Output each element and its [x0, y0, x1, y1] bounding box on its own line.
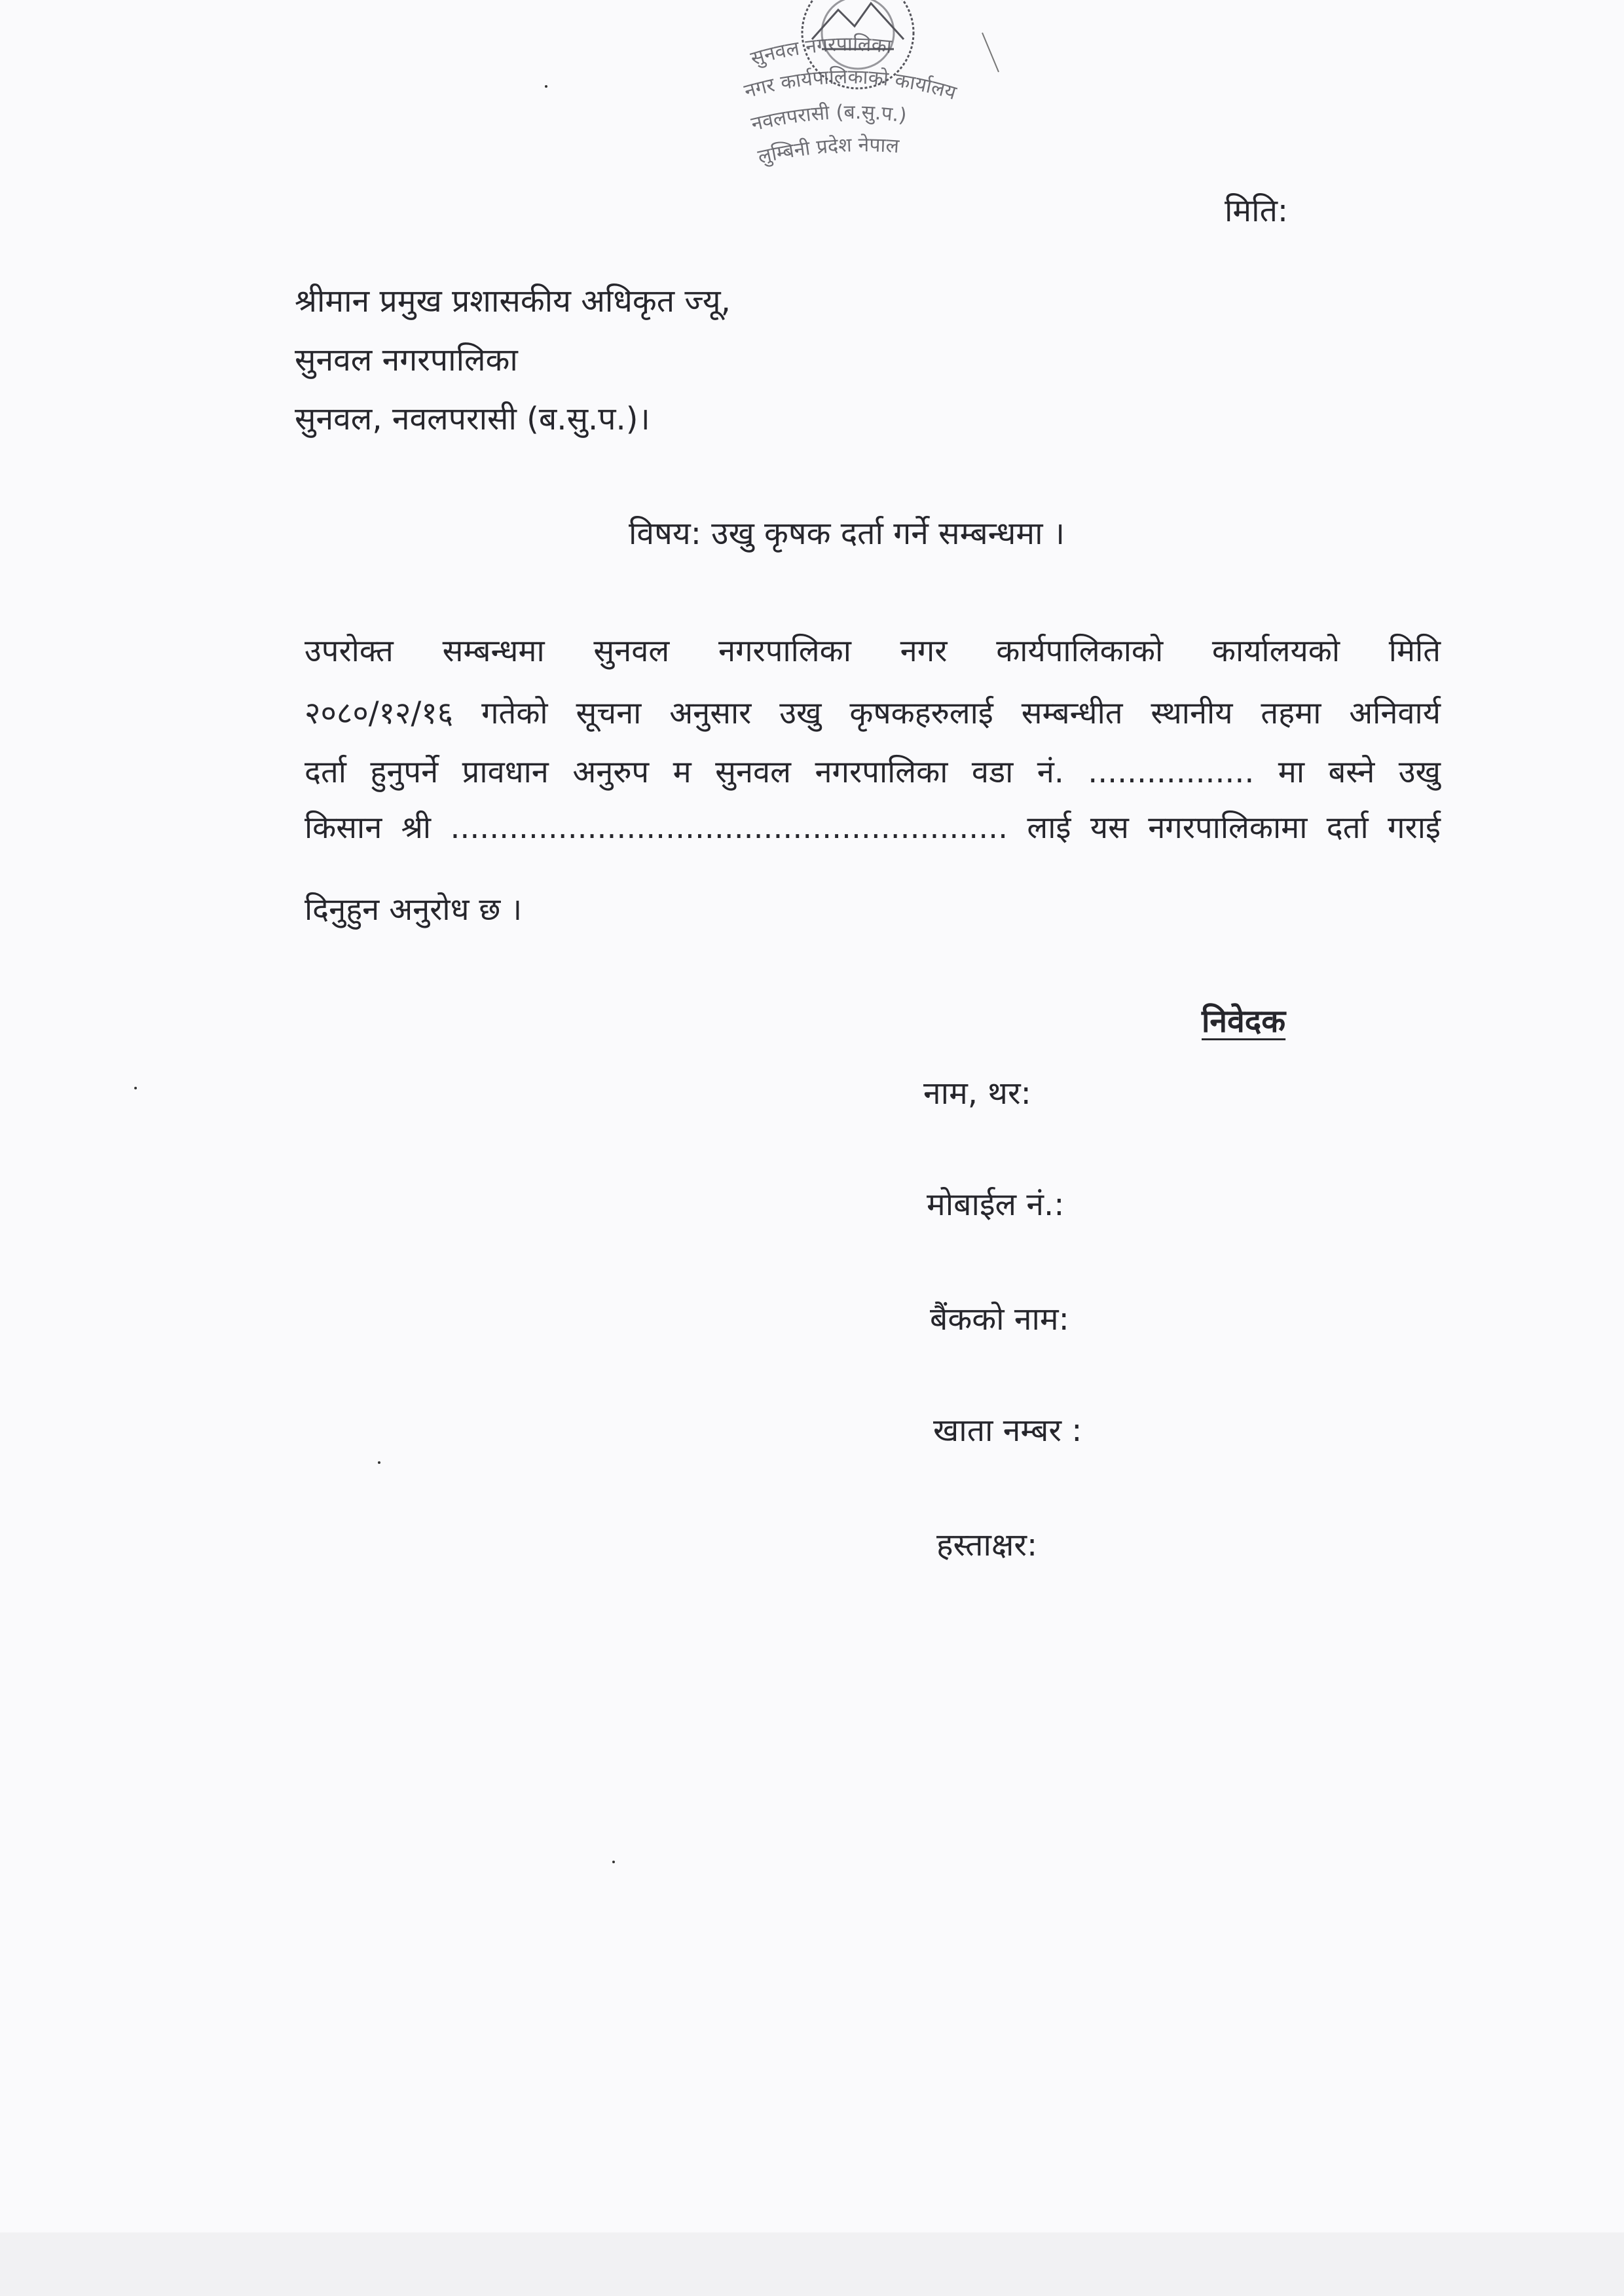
office-stamp — [707, 0, 1008, 236]
field-account-label: खाता नम्बर : — [933, 1412, 1082, 1449]
stamp-text-1: सुनवल नगरपालिका — [748, 33, 893, 71]
body-line-2: २०८०/१२/१६ गतेको सूचना अनुसार उखु कृषकहरुलाई सम्बन्धीत स्थानीय तहमा अनिवार्य — [304, 695, 1441, 731]
body-line-4: किसान श्री ......................................................... लाई यस नगरपालिकामा दर्ता गराई — [304, 810, 1441, 846]
stamp-text-4: लुम्बिनी प्रदेश नेपाल — [756, 134, 900, 169]
field-name-label: नाम, थर: — [923, 1075, 1031, 1112]
scan-speck — [612, 1861, 615, 1863]
applicant-heading: निवेदक — [1202, 1003, 1286, 1040]
field-signature-label: हस्ताक्षर: — [936, 1527, 1038, 1563]
field-mobile-label: मोबाईल नं.: — [927, 1186, 1065, 1223]
addressee-line-1: श्रीमान प्रमुख प्रशासकीय अधिकृत ज्यू, — [295, 283, 731, 319]
body-line-1: उपरोक्त सम्बन्धमा सुनवल नगरपालिका नगर कार्यपालिकाको कार्यालयको मिति — [304, 633, 1441, 669]
body-line-3: दर्ता हुनुपर्ने प्रावधान अनुरुप म सुनवल नगरपालिका वडा नं. ................. मा बस्ने उखु — [304, 754, 1441, 790]
scan-speck — [545, 85, 547, 88]
date-label: मिति: — [1225, 192, 1289, 229]
scan-bottom-edge — [0, 2232, 1624, 2296]
scan-speck — [378, 1461, 380, 1464]
addressee-line-2: सुनवल नगरपालिका — [295, 342, 518, 378]
scan-speck — [134, 1087, 137, 1089]
stamp-text-3: नवलपरासी (ब.सु.प.) — [748, 101, 908, 136]
subject-line: विषय: उखु कृषक दर्ता गर्ने सम्बन्धमा । — [629, 515, 1065, 552]
field-bank-label: बैंकको नाम: — [930, 1301, 1069, 1338]
body-line-5: दिनुहुन अनुरोध छ । — [304, 892, 523, 928]
stamp-text-2: नगर कार्यपालिकाको कार्यालय — [741, 65, 959, 105]
addressee-line-3: सुनवल, नवलपरासी (ब.सु.प.)। — [295, 401, 650, 437]
